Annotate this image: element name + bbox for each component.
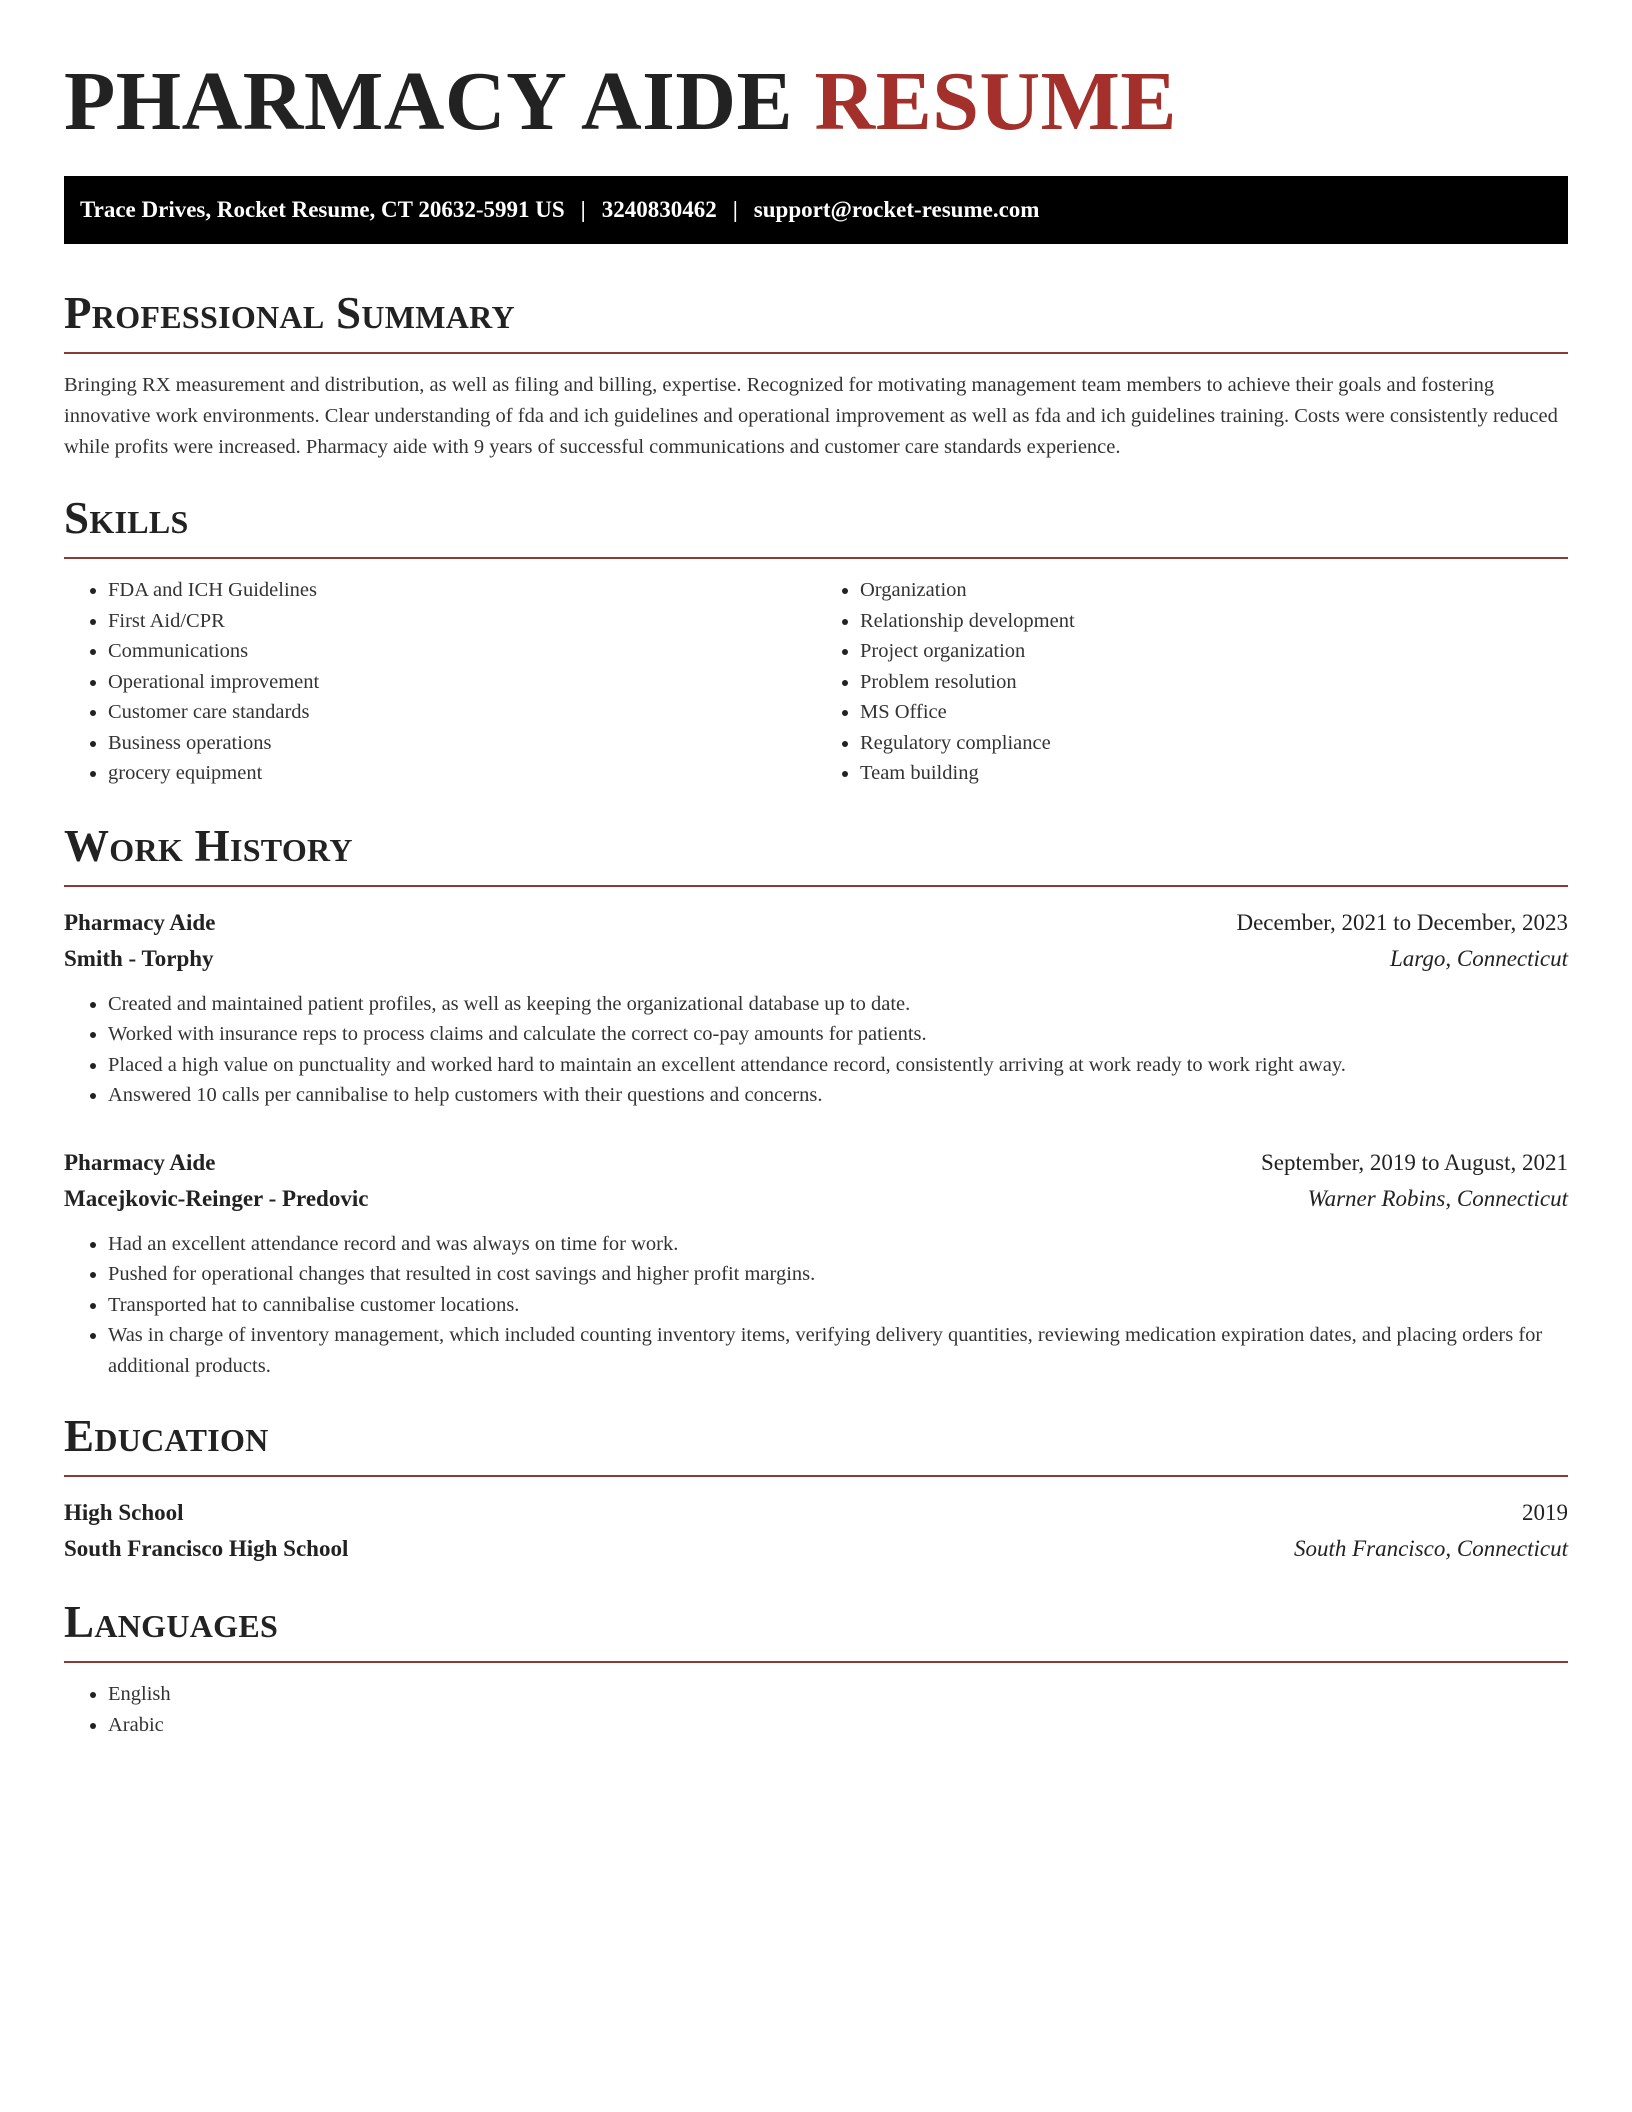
job-company: Smith - Torphy bbox=[64, 945, 214, 971]
section-heading: Languages bbox=[64, 1597, 279, 1647]
section-heading: Work History bbox=[64, 820, 353, 871]
contact-phone: 3240830462 bbox=[601, 197, 717, 222]
section-divider bbox=[64, 885, 1568, 887]
job-entry bbox=[64, 905, 1568, 1111]
job-bullet: • Created and maintained patient profiles, as well as keeping the organizational database up to date. bbox=[108, 989, 1568, 1020]
contact-separator: | bbox=[732, 197, 738, 222]
job-location: Warner Robins, Connecticut bbox=[1307, 1185, 1568, 1211]
job-title: Pharmacy Aide bbox=[64, 909, 216, 935]
skill-item: • Team building bbox=[860, 758, 1568, 789]
language-item: • English bbox=[108, 1679, 1568, 1710]
languages-section bbox=[64, 1597, 1568, 1740]
skill-item: • FDA and ICH Guidelines bbox=[108, 575, 816, 606]
job-bullet: • Answered 10 calls per cannibalise to help customers with their questions and concerns. bbox=[108, 1080, 1568, 1111]
job-bullet: • Transported hat to cannibalise customer locations. bbox=[108, 1290, 1568, 1321]
skills-list-left bbox=[64, 575, 816, 789]
work-history-section bbox=[64, 821, 1568, 1382]
skills-section bbox=[64, 493, 1568, 789]
education-section bbox=[64, 1411, 1568, 1567]
contact-separator: | bbox=[580, 197, 586, 222]
title-accent: RESUME bbox=[814, 55, 1177, 148]
job-title: Pharmacy Aide bbox=[64, 1149, 216, 1175]
job-company: Macejkovic-Reinger - Predovic bbox=[64, 1185, 369, 1211]
contact-bar bbox=[64, 176, 1568, 244]
job-company-row bbox=[64, 1181, 1568, 1217]
education-degree: High School bbox=[64, 1500, 184, 1525]
languages-list bbox=[64, 1679, 1568, 1740]
education-school: South Francisco High School bbox=[64, 1536, 349, 1561]
job-bullets bbox=[64, 989, 1568, 1111]
education-location: South Francisco, Connecticut bbox=[1293, 1536, 1568, 1561]
job-bullet: • Had an excellent attendance record and was always on time for work. bbox=[108, 1229, 1568, 1260]
title-main: PHARMACY AIDE bbox=[64, 55, 794, 148]
section-heading: Professional Summary bbox=[64, 288, 515, 338]
job-bullet: • Worked with insurance reps to process claims and calculate the correct co-pay amounts for patients. bbox=[108, 1019, 1568, 1050]
job-bullet: • Pushed for operational changes that resulted in cost savings and higher profit margins. bbox=[108, 1259, 1568, 1290]
skill-item: • Problem resolution bbox=[860, 667, 1568, 698]
section-divider bbox=[64, 352, 1568, 354]
skill-item: • Communications bbox=[108, 636, 816, 667]
skill-item: • Project organization bbox=[860, 636, 1568, 667]
summary-section bbox=[64, 288, 1568, 463]
section-divider bbox=[64, 1475, 1568, 1477]
contact-address: Trace Drives, Rocket Resume, CT 20632-5991 US bbox=[80, 197, 565, 222]
education-entry bbox=[64, 1495, 1568, 1567]
section-heading: Skills bbox=[64, 493, 189, 543]
skills-list-right bbox=[816, 575, 1568, 789]
job-header-row bbox=[64, 1145, 1568, 1181]
contact-email: support@rocket-resume.com bbox=[753, 197, 1040, 222]
skill-item: • Relationship development bbox=[860, 606, 1568, 637]
skill-item: • First Aid/CPR bbox=[108, 606, 816, 637]
job-header-row bbox=[64, 905, 1568, 941]
resume-title bbox=[64, 56, 1568, 148]
job-bullet: • Was in charge of inventory management, which included counting inventory items, verifying delivery quantities, reviewing medication expiration dates, and placing orders for additional products. bbox=[108, 1320, 1568, 1381]
section-divider bbox=[64, 557, 1568, 559]
job-location: Largo, Connecticut bbox=[1389, 945, 1568, 971]
skill-item: • Regulatory compliance bbox=[860, 728, 1568, 759]
skill-item: • Operational improvement bbox=[108, 667, 816, 698]
education-year: 2019 bbox=[1522, 1500, 1568, 1525]
education-header-row bbox=[64, 1495, 1568, 1531]
language-item: • Arabic bbox=[108, 1710, 1568, 1741]
job-dates: December, 2021 to December, 2023 bbox=[1236, 909, 1568, 935]
summary-text: Bringing RX measurement and distribution, as well as filing and billing, expertise. Recognized for motivating management team members to achieve their goals and fostering innovative work environments. Clear understanding of fda and ich guidelines and operational improvement as well as fda and ich guidelines training. Costs were consistently reduced while profits were increased. Pharmacy aide with 9 years of successful communications and customer care standards experience. bbox=[64, 374, 1558, 458]
job-company-row bbox=[64, 941, 1568, 977]
skill-item: • Organization bbox=[860, 575, 1568, 606]
skill-item: • grocery equipment bbox=[108, 758, 816, 789]
skill-item: • Customer care standards bbox=[108, 697, 816, 728]
skill-item: • MS Office bbox=[860, 697, 1568, 728]
job-entry bbox=[64, 1145, 1568, 1382]
skills-columns bbox=[64, 575, 1568, 789]
education-school-row bbox=[64, 1531, 1568, 1567]
section-heading: Education bbox=[64, 1411, 269, 1461]
job-bullets bbox=[64, 1229, 1568, 1382]
skill-item: • Business operations bbox=[108, 728, 816, 759]
job-bullet: • Placed a high value on punctuality and worked hard to maintain an excellent attendance record, consistently arriving at work ready to work right away. bbox=[108, 1050, 1568, 1081]
job-dates: September, 2019 to August, 2021 bbox=[1260, 1149, 1568, 1175]
section-divider bbox=[64, 1661, 1568, 1663]
